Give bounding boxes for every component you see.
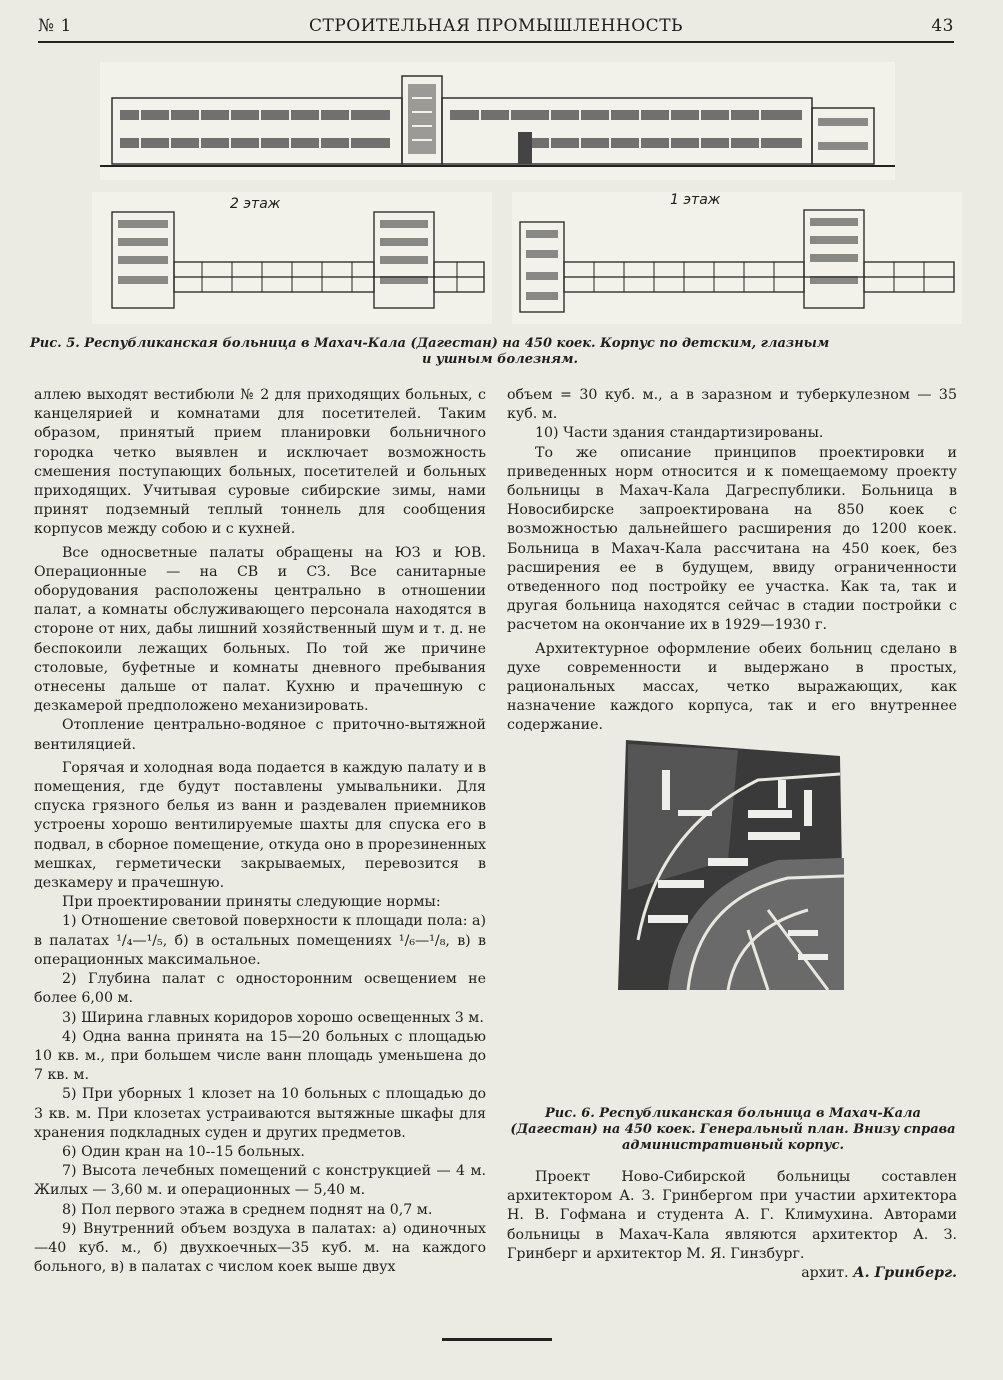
norm-item: 3) Ширина главных коридоров хорошо освещенных 3 м. [62,1009,484,1026]
norm-item: 4) Одна ванна принята на 15—20 больных с площадью 10 кв. м., при большем числе ванн площадь уменьшена до 7 кв. м. [34,1028,486,1084]
norm-item: 1) Отношение световой поверхности к площади пола: а) в палатах ¹/₄—¹/₅, б) в остальных помещениях ¹/₆—¹/₈, в) в операционных максимальное. [34,913,486,968]
left-column [34,386,486,1277]
norm-item: 7) Высота лечебных помещений с конструкцией — 4 м. Жилых — 3,60 м. и операционных — 5,40 м. [34,1163,486,1199]
fig5-caption-line2: и ушным болезням. [422,352,578,367]
paragraph: аллею выходят вестибюли № 2 для приходящих больных, с канцелярией и комнатами для посетителей. Таким образом, принятый прием планировки больничного городка четко выявлен и исключает возможность смешения поступающих больных, посетителей и больных приходящих. Учитывая суровые сибирские зимы, нами принят подземный теплый тоннель для сообщения корпусов между собою и с кухней. [34,387,486,538]
norm-item: 9) Внутренний объем воздуха в палатах: а) одиночных—40 куб. м., б) двухкоечных—35 куб. м. на каждого больного, в) в палатах с числом коек выше двух [34,1220,486,1276]
header-rule [38,41,954,43]
journal-title: СТРОИТЕЛЬНАЯ ПРОМЫШЛЕННОСТЬ [309,16,683,36]
plan-floor-1-label: 1 этаж [670,192,721,208]
fig5-elevation-drawing [100,62,895,180]
paragraph: Архитектурное оформление обеих больниц сделано в духе современности и выдержано в простых, рациональных массах, четко выражающих, как назначение каждого корпуса, так и его внутреннее содержание. [507,640,957,734]
signature-name: А. Гринберг. [853,1265,957,1282]
fig6-general-plan [618,740,846,990]
page-header [38,16,954,40]
fig5-plan-floor-2 [92,192,492,324]
paragraph: Отопление центрально-водяное с приточно-вытяжной вентиляцией. [34,717,486,753]
fig5-plan-floor-1 [512,192,962,324]
paragraph: Все односветные палаты обращены на ЮЗ и ЮВ. Операционные — на СВ и СЗ. Все санитарные оборудования расположены центрально в отношении палат, а комнаты обслуживающего персонала находятся в стороне от них, дабы лишний хозяйственный шум и т. д. не беспокоили лежащих больных. По той же причине столовые, буфетные и комнаты дневного пребывания отнесены дальше от палат. Кухню и прачешную с дезкамерой предположено механизировать. [34,544,486,715]
norm-item: 8) Пол первого этажа в среднем поднят на 0,7 м. [62,1201,433,1218]
norm-item: 2) Глубина палат с односторонним освещением не более 6,00 м. [34,971,486,1007]
page-number: 43 [931,16,954,36]
fig5-caption-line1: Рис. 5. Республиканская больница в Махач-Кала (Дагестан) на 450 коек. Корпус по детским, глазным [30,336,830,351]
bottom-rule [442,1338,552,1341]
issue-number: № 1 [38,16,72,36]
paragraph: При проектировании приняты следующие нормы: [62,894,441,911]
norm-item: 6) Один кран на 10--15 больных. [62,1143,305,1160]
signature-prefix: архит. [801,1265,849,1282]
plan-floor-2-label: 2 этаж [230,196,281,212]
fig5-caption [30,336,970,368]
paragraph: Горячая и холодная вода подается в каждую палату и в помещения, где будут поставлены умывальники. Для спуска грязного белья из ванн и раздевален приемников устроены хорошо вентилируемые шахты для спуска его в подвал, в сборное помещение, откуда оно в прорезиненных мешках, герметически закрываемых, перевозится в дезкамеру и прачешную. [34,759,486,892]
fig6-caption: Рис. 6. Республиканская больница в Махач-Кала (Дагестан) на 450 коек. Генеральный план. Внизу справа административный корпус. [510,1106,956,1153]
paragraph: объем = 30 куб. м., а в заразном и туберкулезном — 35 куб. м. [507,387,957,423]
right-column-bottom [507,1168,957,1283]
norm-item: 10) Части здания стандартизированы. [535,425,824,442]
author-signature [507,1264,957,1283]
paragraph: Проект Ново-Сибирской больницы составлен архитектором А. З. Гринбергом при участии архитектора Н. В. Гофмана и студента А. Г. Климухина. Авторами больницы в Махач-Кала являются архитектор А. З. Гринберг и архитектор М. Я. Гинзбург. [507,1169,957,1262]
right-column [507,386,957,736]
norm-item: 5) При уборных 1 клозет на 10 больных с площадью до 3 кв. м. При клозетах устраиваются вытяжные шкафы для хранения подкладных суден и других предметов. [34,1086,486,1141]
paragraph: То же описание принципов проектировки и приведенных норм относится и к помещаемому проекту больницы в Махач-Кала Дагреспублики. Больница в Новосибирске запроектирована на 850 коек с возможностью дальнейшего расширения до 1200 коек. Больница в Махач-Кала рассчитана на 450 коек, без расширения ее в будущем, ввиду ограниченности отведенного под постройку ее участка. Как та, так и другая больница находятся сейчас в стадии постройки с расчетом на окончание их в 1929—1930 г. [507,444,957,634]
